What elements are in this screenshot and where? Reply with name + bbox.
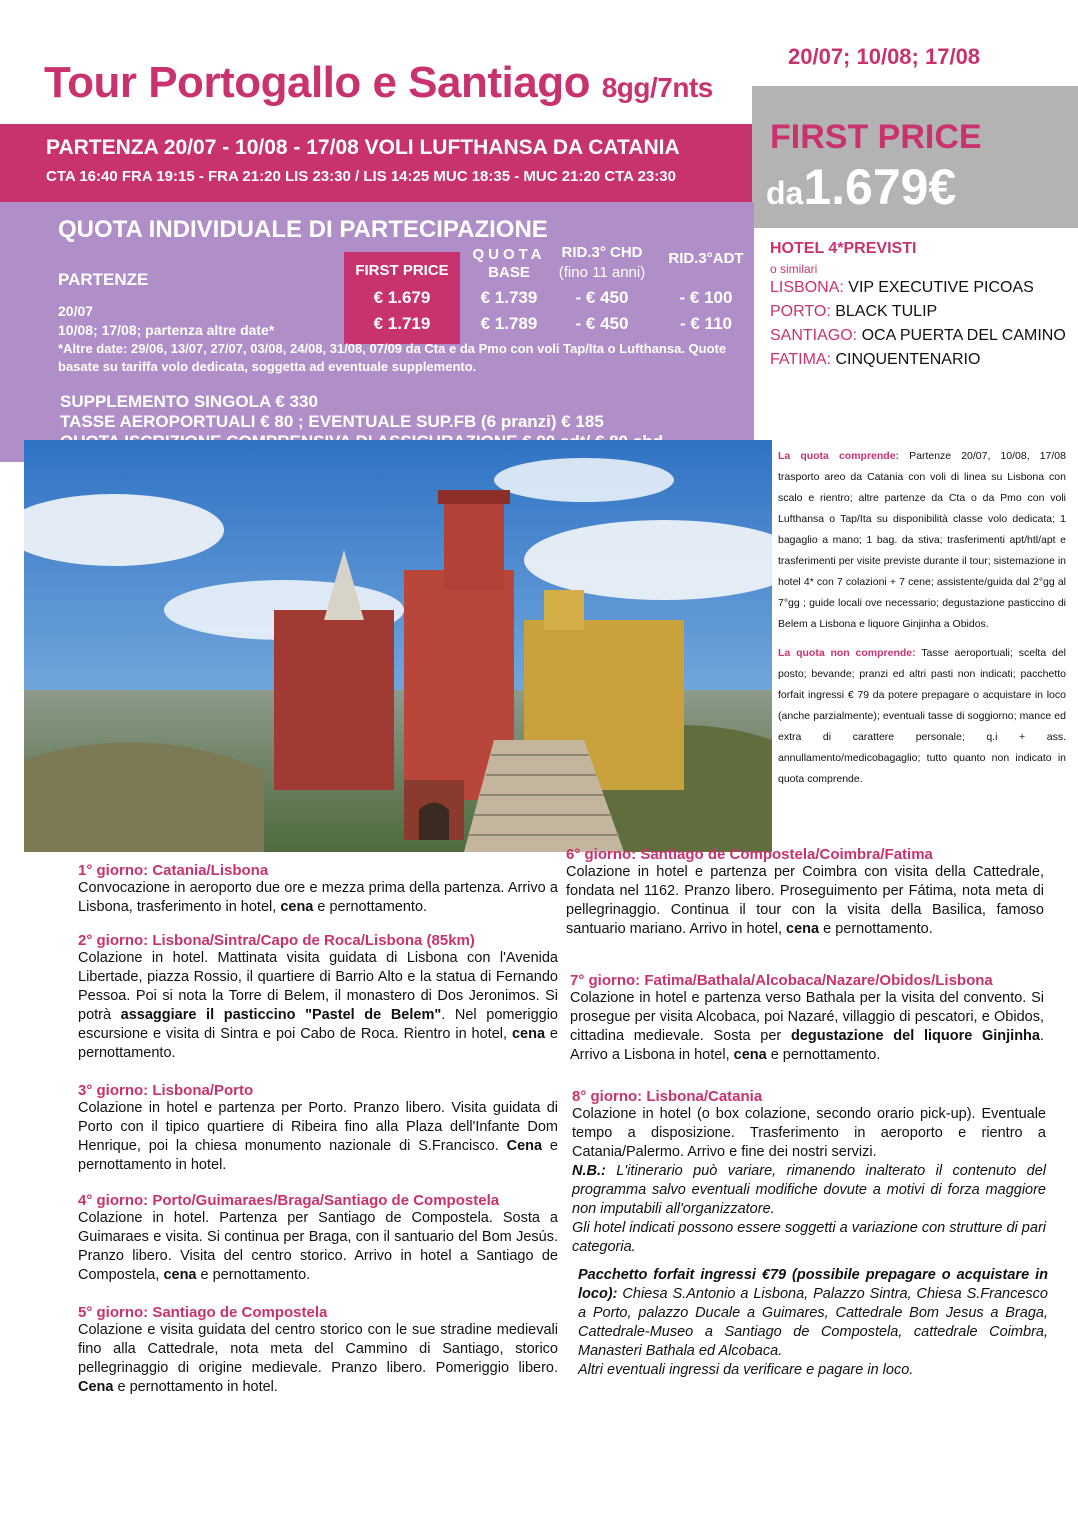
day-body: Colazione e visita guidata del centro storico con le sue stradine medievali fino alla Cattedrale, nota meta del Cammino di Santiago, storico pellegrinaggio di origine medievale. Pranzo libero. Pomeriggio libero. Cena e pernottamento in hotel. <box>78 1322 558 1395</box>
col-chd-1: RID.3° CHD <box>561 244 643 261</box>
col-base-2: BASE <box>488 264 530 281</box>
row-chd: - € 450 <box>575 288 629 307</box>
flight-times: CTA 16:40 FRA 19:15 - FRA 21:20 LIS 23:30 / LIS 14:25 MUC 18:35 - MUC 21:20 CTA 23:30 <box>46 168 676 185</box>
day-body: Colazione in hotel (o box colazione, secondo orario pick-up). Eventuale tempo a disposizione. Trasferimento in aeroporto e rientro a Catania/Palermo. Arrivo e fine dei nostri servizi. <box>572 1106 1046 1160</box>
castle-illustration <box>24 440 772 852</box>
itinerary-day <box>570 972 1044 1065</box>
itinerary-day <box>78 1192 558 1285</box>
pacchetto-text: Chiesa S.Antonio a Lisbona, Palazzo Sintra, Chiesa S.Francesco a Porto, palazzo Ducale a Guimares, Cattedrale Bom Jesus a Braga, Cattedrale-Museo a Santiago de Compostela, cattedrale Coimbra, Manasteri Bathala ed Alcobaca. <box>578 1286 1048 1359</box>
day-body: Colazione in hotel e partenza per Porto. Pranzo libero. Visita guidata di Porto con il tipico quartiere di Ribeira fino alla Plaza dell'Infante Dom Henrique, poi la chiesa monumento nazionale di S.Francisco. Cena e pernottamento in hotel. <box>78 1100 558 1173</box>
hotels-title: HOTEL 4*PREVISTI <box>770 240 917 257</box>
day-title: 8° giorno: Lisbona/Catania <box>572 1088 763 1105</box>
itinerary-day <box>566 846 1044 939</box>
day-title: 3° giorno: Lisbona/Porto <box>78 1082 254 1099</box>
day-body: Colazione in hotel e partenza per Coimbra con visita della Cattedrale, fondata nel 1162. Pranzo libero. Proseguimento per Fátima, nota meta di pellegrinaggio. Continua il tour con la visita della Basilica, famoso santuario mariano. Arrivo in hotel, cena e pernottamento. <box>566 864 1044 937</box>
day-body: Colazione in hotel. Mattinata visita guidata di Lisbona con l'Avenida Libertade, piazza Rossio, il quartiere di Barrio Alto e la statua di Fernando Pessoa. Poi si nota la Torre di Belem, il monastero di Dos Jeronimos. Si potrà assaggiare il pasticcino "Pastel de Belem". Nel pomeriggio escursione e visita di Sintra e poi Cabo de Roca. Rientro in hotel, cena e pernottamento. <box>78 950 559 1061</box>
title-duration: 8gg/7nts <box>601 72 713 103</box>
row-base: € 1.789 <box>480 314 538 333</box>
hotel-item: PORTO: BLACK TULIP <box>770 303 938 320</box>
row-base: € 1.739 <box>480 288 538 307</box>
comprende-label: La quota comprende: <box>778 450 900 462</box>
day-body: Convocazione in aeroporto due ore e mezza prima della partenza. Arrivo a Lisbona, trasferimento in hotel, cena e pernottamento. <box>78 880 558 915</box>
col-adt: RID.3°ADT <box>668 250 744 267</box>
day-title: 7° giorno: Fatima/Bathala/Alcobaca/Nazare/Obidos/Lisbona <box>570 972 993 989</box>
hotels-section <box>770 240 1070 372</box>
hotel-item: LISBONA: VIP EXECUTIVE PICOAS <box>770 279 1034 296</box>
itinerary-day <box>78 1082 558 1175</box>
itinerary-day <box>78 932 558 1063</box>
supplemento-singola: SUPPLEMENTO SINGOLA € 330 <box>60 392 318 411</box>
day-title: 1° giorno: Catania/Lisbona <box>78 862 269 879</box>
col-partenze: PARTENZE <box>58 270 149 289</box>
row-first-price: € 1.679 <box>373 288 431 307</box>
hotel-note: Gli hotel indicati possono essere soggetti a variazione con strutture di pari categoria. <box>572 1220 1046 1255</box>
col-chd-2: (fino 11 anni) <box>558 264 646 281</box>
row-date: 10/08; 17/08; partenza altre date* <box>58 322 275 338</box>
non-comprende-text: Tasse aeroportuali; scelta del posto; bevande; pranzi ed altri pasti non indicati; pacchetto forfait ingressi € 79 da potere prepagare o acquistare in loco (anche parzialmente); eventuali tasse di soggiorno; mance ed extra di carattere personale; q.i + ass. annullamento/medicobagaglio; tutto quanto non indicato in quota comprende. <box>778 647 1066 785</box>
page-title: Tour Portogallo e Santiago 8gg/7nts <box>44 58 713 107</box>
non-comprende-label: La quota non comprende: <box>778 647 916 659</box>
hotel-item: SANTIAGO: OCA PUERTA DEL CAMINO <box>770 327 1066 344</box>
day-body: Colazione in hotel e partenza verso Bathala per la visita del convento. Si prosegue per visita Alcobaca, poi Nazaré, villaggio di pescatori, e Obidos, cittadina medievale. Sosta per degustazione del liquore Ginjinha. Arrivo a Lisbona in hotel, cena e pernottamento. <box>570 990 1045 1063</box>
other-dates-note: *Altre date: 29/06, 13/07, 27/07, 03/08, 24/08, 31/08, 07/09 da Cta e da Pmo con voli Tap/Ita o Lufthansa. Quote basate su tariffa volo dedicata, soggetta ad eventuale supplemento. <box>58 341 727 374</box>
itinerary-day <box>572 1088 1046 1257</box>
header-dates: 20/07; 10/08; 17/08 <box>788 44 981 69</box>
row-adt: - € 100 <box>679 288 733 307</box>
first-price-label: FIRST PRICE <box>770 118 982 156</box>
quota-comprende <box>778 446 1066 790</box>
day-title: 5° giorno: Santiago de Compostela <box>78 1304 328 1321</box>
row-adt: - € 110 <box>680 314 732 333</box>
departure-line: PARTENZA 20/07 - 10/08 - 17/08 VOLI LUFTHANSA DA CATANIA <box>46 136 680 159</box>
first-price-amount: da1.679€ <box>766 159 957 215</box>
pacchetto-label: Pacchetto forfait ingressi €79 (possibile prepagare o acquistare in loco): <box>578 1267 1048 1302</box>
row-first-price: € 1.719 <box>373 314 431 333</box>
day-title: 6° giorno: Santiago de Compostela/Coimbra/Fatima <box>566 846 933 863</box>
pacchetto-forfait <box>578 1266 1048 1380</box>
castle-photo <box>24 440 772 852</box>
day-title: 4° giorno: Porto/Guimaraes/Braga/Santiago de Compostela <box>78 1192 500 1209</box>
hotel-item: FATIMA: CINQUENTENARIO <box>770 351 981 368</box>
day-body: Colazione in hotel. Partenza per Santiago de Compostela. Sosta a Guimaraes e visita. Si continua per Braga, con il santuario del Bom Jesús. Pranzo libero. Visita del centro storico. Arrivo in hotel a Santiago de Compostela, cena e pernottamento. <box>78 1210 558 1283</box>
quota-title: QUOTA INDIVIDUALE DI PARTECIPAZIONE <box>58 216 548 243</box>
nb-note: N.B.: L'itinerario può variare, rimanendo inalterato il contenuto del programma salvo eventuali modifiche dovute a motivi di forza maggiore non imputabili all'organizzatore. <box>572 1163 1046 1217</box>
day-title: 2° giorno: Lisbona/Sintra/Capo de Roca/Lisbona (85km) <box>78 932 475 949</box>
col-first-price: FIRST PRICE <box>355 262 449 279</box>
altri-ingressi: Altri eventuali ingressi da verificare e pagare in loco. <box>578 1362 914 1378</box>
row-chd: - € 450 <box>575 314 629 333</box>
itinerary-day <box>78 862 558 917</box>
departure-bar <box>0 124 752 202</box>
itinerary-day <box>78 1304 558 1397</box>
price-prefix: da <box>766 175 804 211</box>
tasse-aeroportuali: TASSE AEROPORTUALI € 80 ; EVENTUALE SUP.FB (6 pranzi) € 185 <box>60 412 604 431</box>
hotels-similar: o similari <box>770 262 818 276</box>
row-date: 20/07 <box>58 303 94 319</box>
col-base-1: QUOTA <box>472 246 546 263</box>
comprende-text: Partenze 20/07, 10/08, 17/08 trasporto areo da Catania con voli di linea su Lisbona con scalo e rientro; altre partenze da Cta o da Pmo con voli Lufthansa o Tap/Ita su disponibilità classe volo dedicata; 1 bagaglio a mano; 1 bag. da stiva; trasferimenti apt/htl/apt e trasferimenti per visite previste durante il tour; sistemazione in hotel 4* con 7 colazioni + 7 cene; assistente/guida dal 2°gg al 7°gg ; guide locali ove necessario; degustazione pasticcino di Belem a Lisbona e liquore Ginjinha a Obidos. <box>778 450 1066 630</box>
